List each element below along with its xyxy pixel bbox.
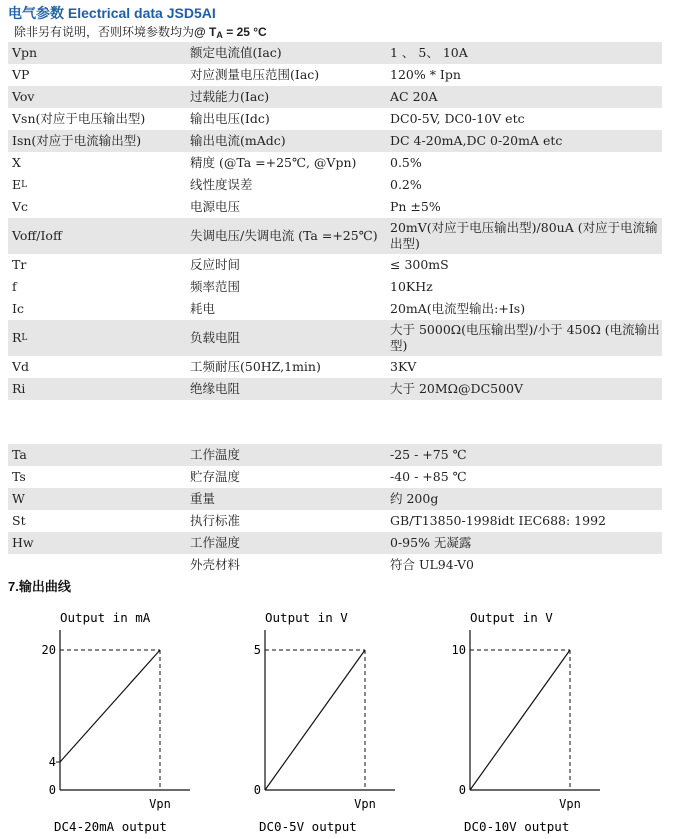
environment-data-table [8,444,662,576]
param-value [390,108,662,130]
param-name-text: 失调电压/失调电流 (Ta =+25℃) [190,228,378,243]
conditions-at: @ T [194,25,217,39]
param-value [390,356,662,378]
param-symbol-text: Ri [12,381,26,396]
param-symbol-text: Voff/Ioff [12,228,62,243]
param-symbol [12,488,182,510]
table-row [8,108,662,130]
table-row [8,378,662,400]
table-row [8,298,662,320]
param-value-text: 20mV(对应于电压输出型)/80uA (对应于电流输出型) [390,220,658,251]
table-row [8,510,662,532]
chart-caption: DC4-20mA output [54,819,167,834]
param-symbol-text: Isn(对应于电流输出型) [12,133,142,148]
param-name-text: 耗电 [190,301,216,316]
param-value-text: DC 4-20mA,DC 0-20mA etc [390,133,563,148]
param-value [390,86,662,108]
param-symbol [12,510,182,532]
output-curves [0,594,678,839]
param-name-text: 线性度误差 [190,177,253,192]
param-value [390,298,662,320]
table-row [8,218,662,254]
chart-caption: DC0-5V output [259,819,357,834]
param-value-text: 大于 5000Ω(电压输出型)/小于 450Ω (电流输出型) [390,322,660,353]
param-value [390,174,662,196]
param-name [190,276,392,298]
param-value [390,320,662,356]
electrical-data-table [8,42,662,400]
param-symbol-text: Vc [12,199,29,214]
param-symbol-text: Ts [12,469,26,484]
y-tick-label: 0 [253,783,261,797]
table-row [8,532,662,554]
param-symbol-text: VP [12,67,30,82]
param-name-text: 重量 [190,491,216,506]
table-row [8,488,662,510]
param-symbol [12,218,182,254]
param-value [390,152,662,174]
param-name [190,532,392,554]
param-symbol [12,42,182,64]
param-symbol-text: Tr [12,257,27,272]
param-name [190,64,392,86]
param-value-text: 0.2% [390,177,422,192]
param-name [190,174,392,196]
param-value-text: 10KHz [390,279,433,294]
param-symbol [12,532,182,554]
param-name [190,510,392,532]
param-value [390,510,662,532]
param-name [190,488,392,510]
param-symbol [12,554,182,576]
chart-caption: DC0-10V output [464,819,570,834]
param-value [390,276,662,298]
param-name-text: 贮存温度 [190,469,241,484]
param-value-text: 120% * Ipn [390,67,461,82]
param-symbol [12,378,182,400]
table-row [8,130,662,152]
table-row [8,152,662,174]
param-value [390,64,662,86]
x-axis-label: Vpn [559,797,581,811]
conditions-sub: A [216,30,223,40]
param-value [390,444,662,466]
conditions-tail: = 25 °C [222,25,267,39]
param-name-text: 额定电流值(Iac) [190,45,282,60]
param-symbol-text: Ic [12,301,24,316]
chart-title: Output in V [265,610,348,625]
param-name-text: 反应时间 [190,257,241,272]
param-name-text: 输出电流(mAdc) [190,133,286,148]
param-symbol-text: Vov [12,89,35,104]
param-name [190,108,392,130]
param-name-text: 执行标准 [190,513,241,528]
param-name [190,196,392,218]
param-symbol [12,356,182,378]
param-value [390,532,662,554]
param-symbol-text: E [12,177,22,192]
param-name [190,218,392,254]
param-symbol [12,86,182,108]
table-row [8,174,662,196]
y-tick-label: 10 [451,643,466,657]
param-value [390,488,662,510]
param-value [390,42,662,64]
param-value [390,554,662,576]
param-value-text: 0-95% 无凝露 [390,535,472,550]
table-row [8,196,662,218]
param-name [190,320,392,356]
param-value-text: 约 200g [390,491,439,506]
param-symbol-text: W [12,491,25,506]
param-name [190,130,392,152]
param-name-text: 工作温度 [190,447,241,462]
param-symbol [12,298,182,320]
table-row [8,42,662,64]
param-symbol-text: St [12,513,26,528]
param-symbol-text: f [12,279,17,294]
y-tick-label: 0 [458,783,466,797]
output-curve-heading: 7.输出曲线 [8,579,71,594]
param-value-text: Pn ±5% [390,199,441,214]
param-symbol [12,276,182,298]
param-symbol-text: Vd [12,359,30,374]
param-symbol [12,64,182,86]
param-name [190,254,392,276]
table-row [8,356,662,378]
series-line [470,650,570,790]
table-row [8,86,662,108]
param-value-text: 1 、 5、 10A [390,45,468,60]
param-value-text: 20mA(电流型输出:+Is) [390,301,526,316]
param-value [390,466,662,488]
param-symbol-text: X [12,155,21,170]
param-name [190,42,392,64]
table-row [8,254,662,276]
table-row [8,444,662,466]
table-row [8,554,662,576]
param-symbol [12,108,182,130]
param-name [190,86,392,108]
param-value-text: GB/T13850-1998idt IEC688: 1992 [390,513,606,528]
param-name [190,466,392,488]
param-name-text: 频率范围 [190,279,241,294]
param-value-text: -40 - +85 ℃ [390,469,467,484]
param-symbol-subscript: L [21,333,28,343]
param-symbol [12,130,182,152]
series-line [265,650,365,790]
param-value-text: AC 20A [390,89,438,104]
x-axis-label: Vpn [149,797,171,811]
param-name-text: 外壳材料 [190,557,241,572]
y-tick-label: 20 [41,643,56,657]
param-value-text: -25 - +75 ℃ [390,447,467,462]
param-symbol-subscript: L [21,180,28,190]
param-name-text: 电源电压 [190,199,241,214]
param-name-text: 输出电压(Idc) [190,111,270,126]
param-symbol [12,320,182,356]
param-symbol [12,152,182,174]
param-value-text: 0.5% [390,155,422,170]
y-tick-label: 0 [48,783,56,797]
param-value [390,196,662,218]
y-tick-label: 4 [48,755,56,769]
param-symbol [12,444,182,466]
param-symbol [12,196,182,218]
param-name [190,356,392,378]
param-name-text: 工作湿度 [190,535,241,550]
param-name-text: 精度 (@Ta =+25℃, @Vpn) [190,155,357,170]
param-symbol-text: Hw [12,535,34,550]
param-value-text: 3KV [390,359,417,374]
param-name-text: 对应测量电压范围(Iac) [190,67,320,82]
table-row [8,276,662,298]
x-axis-label: Vpn [354,797,376,811]
param-symbol [12,466,182,488]
param-value [390,130,662,152]
param-name [190,444,392,466]
param-value [390,254,662,276]
param-name [190,378,392,400]
chart-title: Output in mA [60,610,151,625]
series-line [60,650,160,762]
conditions-note [14,23,267,40]
param-value-text: 符合 UL94-V0 [390,557,475,572]
param-name-text: 绝缘电阻 [190,381,241,396]
param-name-text: 工频耐压(50HZ,1min) [190,359,321,374]
param-symbol-text: Vpn [12,45,38,60]
param-value-text: DC0-5V, DC0-10V etc [390,111,525,126]
chart-title: Output in V [470,610,553,625]
param-value [390,218,662,254]
table-row [8,320,662,356]
param-name [190,554,392,576]
param-name [190,298,392,320]
param-symbol [12,254,182,276]
param-symbol-text: Ta [12,447,27,462]
param-symbol-text: R [12,330,22,345]
param-value [390,378,662,400]
param-symbol [12,174,182,196]
table-row [8,466,662,488]
section-title: 电气参数 Electrical data JSD5AI [8,5,216,21]
y-tick-label: 5 [253,643,261,657]
param-name [190,152,392,174]
param-name-text: 过载能力(Iac) [190,89,270,104]
param-value-text: ≤ 300mS [390,257,449,272]
conditions-prefix: 除非另有说明，否则环境参数均为 [14,25,195,39]
param-symbol-text: Vsn(对应于电压输出型) [12,111,146,126]
table-row [8,64,662,86]
param-name-text: 负载电阻 [190,330,241,345]
param-value-text: 大于 20MΩ@DC500V [390,381,524,396]
